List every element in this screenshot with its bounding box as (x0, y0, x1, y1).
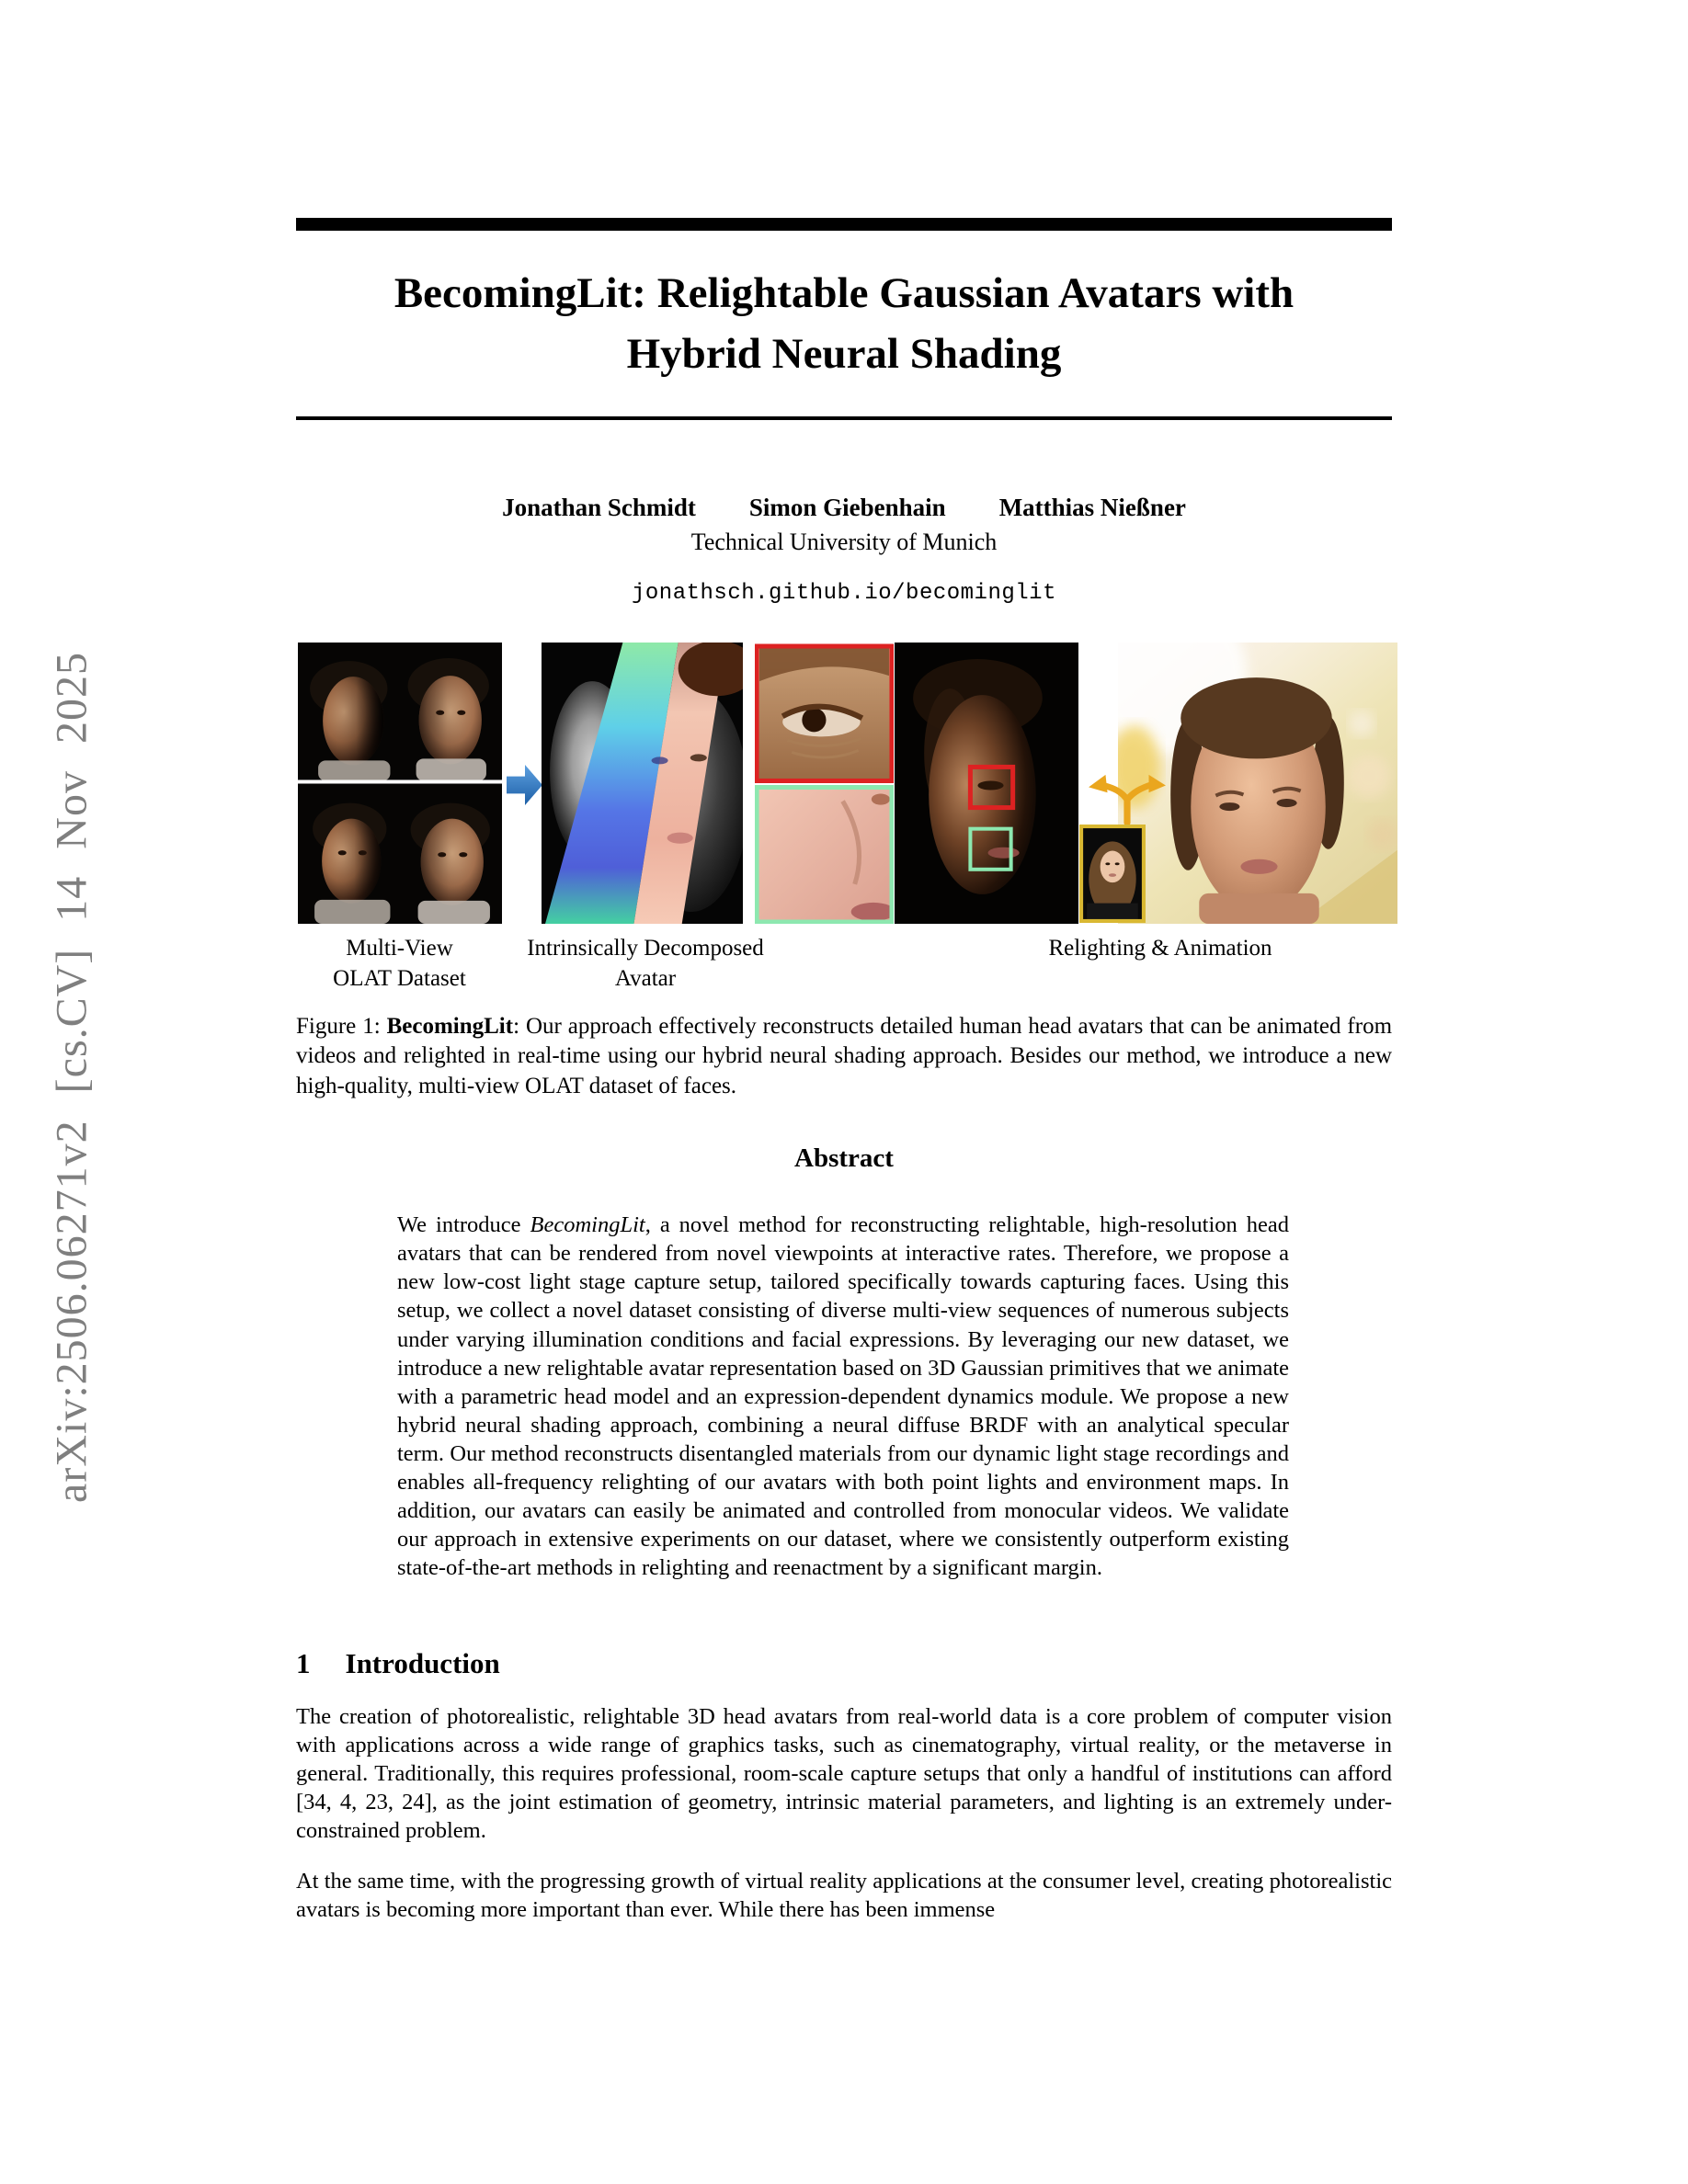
title-rule-bottom (296, 416, 1392, 420)
olat-grid-image (298, 643, 502, 924)
abstract-heading: Abstract (794, 1143, 894, 1174)
caption-prefix: Figure 1: (296, 1013, 387, 1039)
title-line-1: BecomingLit: Relightable Gaussian Avatars with (393, 269, 1295, 317)
figure-1-strip (296, 643, 1392, 924)
abstract-method-name: BecomingLit (530, 1212, 645, 1238)
author-name: Simon Giebenhain (748, 493, 946, 521)
label-relighting-animation: Relighting & Animation (1048, 935, 1272, 961)
figure-1 (296, 643, 1392, 1102)
decomposed-avatar-image (542, 643, 743, 924)
title-rule-top (296, 218, 1392, 231)
intro-paragraph-1: The creation of photorealistic, relightable 3D head avatars from real-world data is a core problem of computer vision with applications across a wide range of graphics tasks, such as cinematography, virtual reality, or the metaverse in general. Traditionally, this requires professional, room-scale capture setups that only a handful of institutions can afford [34, 4, 23, 24], as the joint estimation of geometry, intrinsic material parameters, and lighting is an extremely under-constrained problem. (296, 1703, 1392, 1843)
author-list (296, 494, 1392, 522)
driving-video-inset (1079, 825, 1146, 923)
intro-paragraph-2: At the same time, with the progressing growth of virtual reality applications at the consumer level, creating photorealistic avatars is becoming more important than ever. While there has been immense (296, 1869, 1392, 1923)
label-decomposed-avatar: Intrinsically Decomposed Avatar (527, 935, 764, 991)
figure-panel-labels (296, 933, 1392, 1001)
section-title: Introduction (345, 1646, 500, 1679)
abstract-body-text: , a novel method for reconstructing relightable, high-resolution head avatars that can be rendered from novel viewpoints at interactive rates. Therefore, we propose a new low-cost light stage capture setup, tailored specifically towards capturing faces. Using this setup, we collect a novel dataset consisting of diverse multi-view sequences of numerous subjects under varying illumination conditions and facial expressions. By leveraging our new dataset, we introduce a new relightable avatar representation based on 3D Gaussian primitives that we animate with a parametric head model and an expression-dependent dynamics module. We propose a new hybrid neural shading approach, combining a neural diffuse BRDF with an analytical specular term. Our method reconstructs disentangled materials from our dynamic light stage recordings and enables all-frequency relighting of our avatars with both point lights and environment maps. In addition, our avatars can easily be animated and controlled from monocular videos. We validate our approach in extensive experiments on our dataset, where we consistently outperform existing state-of-the-art methods in relighting and reenactment by a significant margin. (397, 1212, 1290, 1581)
title-line-2: Hybrid Neural Shading (626, 329, 1062, 378)
zoom-crops-image (755, 643, 894, 924)
author-name: Matthias Nießner (998, 493, 1186, 521)
section-number: 1 (296, 1646, 311, 1679)
arxiv-watermark (47, 652, 97, 1503)
paper-content (296, 218, 1392, 1924)
caption-text: : Our approach effectively reconstructs detailed human head avatars that can be animated from videos and relighted in real-time using our hybrid neural shading approach. Besides our method, we introduce a new high-quality, multi-view OLAT dataset of faces. (296, 1013, 1393, 1098)
right-arrow-icon (507, 764, 543, 806)
abstract-text (397, 1211, 1289, 1582)
section-1-heading (296, 1647, 1392, 1680)
project-url-link[interactable]: jonathsch.github.io/becominglit (632, 580, 1056, 606)
author-name: Jonathan Schmidt (502, 493, 696, 521)
arxiv-watermark-text: arXiv:2506.06271v2 [cs.CV] 14 Nov 2025 (47, 652, 97, 1503)
caption-method-name: BecomingLit (386, 1013, 514, 1039)
abstract-prefix: We introduce (397, 1212, 530, 1238)
figure-1-caption (296, 1012, 1392, 1102)
paper-title (296, 264, 1392, 385)
relit-dark-image (895, 643, 1078, 924)
label-olat-dataset: Multi-View OLAT Dataset (333, 935, 466, 991)
yellow-split-arrow-icon (1085, 771, 1169, 825)
affiliation: Technical University of Munich (690, 528, 998, 555)
